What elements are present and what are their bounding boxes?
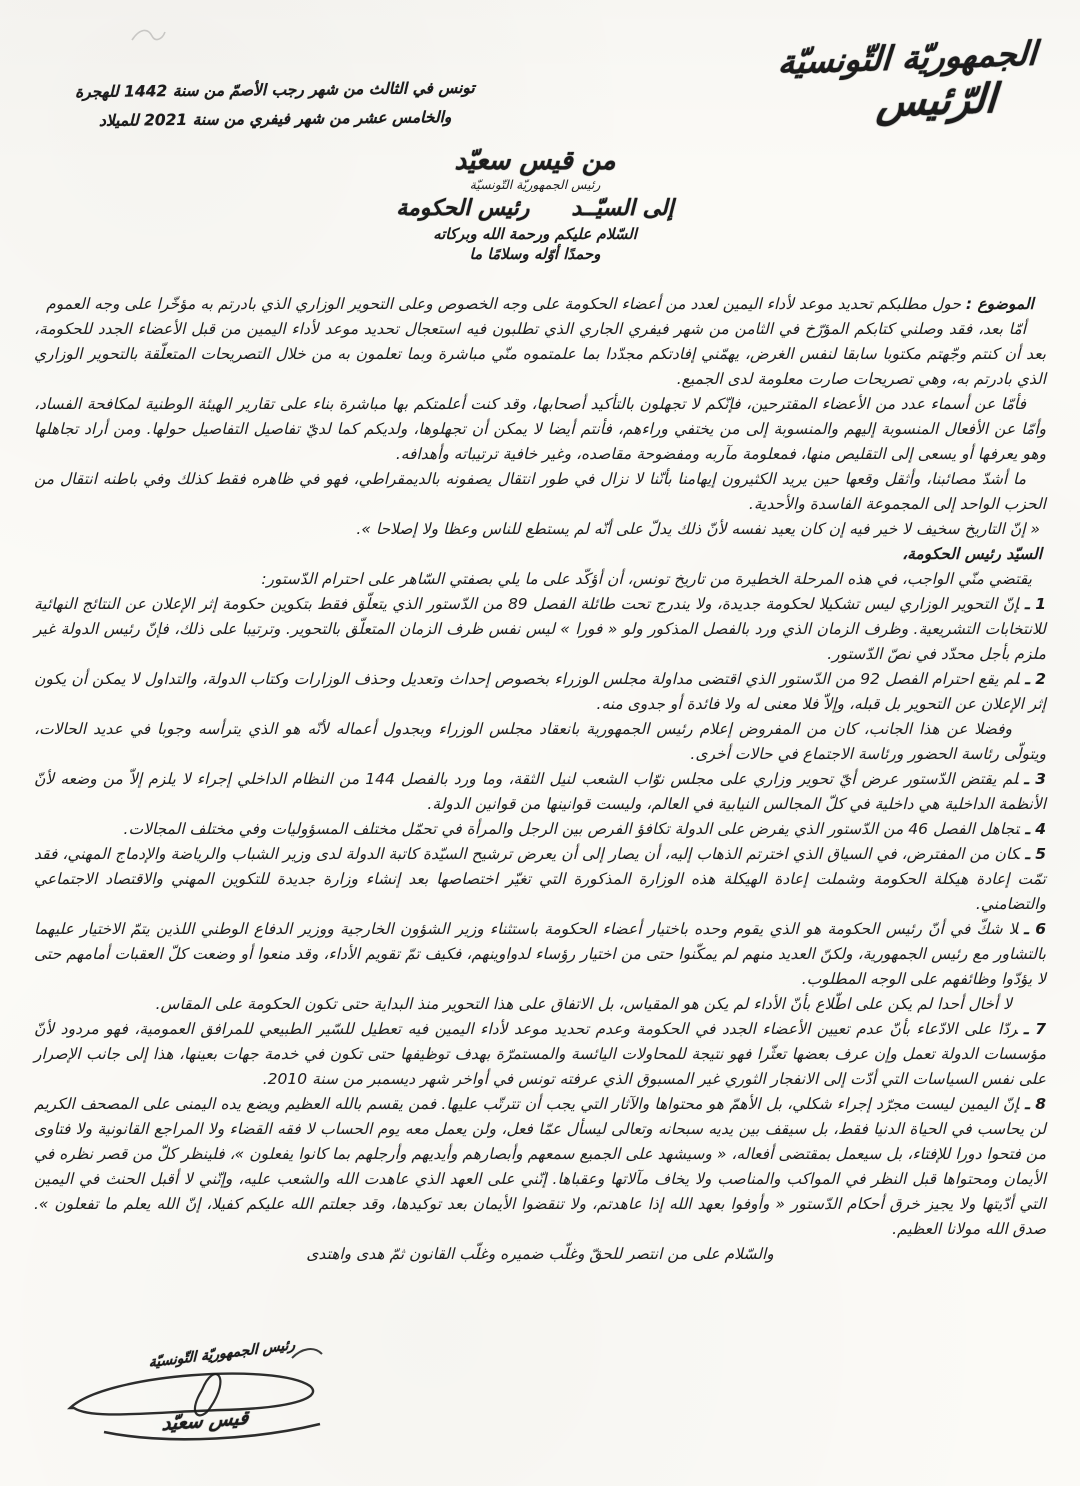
date-block	[56, 74, 495, 136]
numbered-item-7	[34, 1017, 1046, 1092]
paragraph-intro: أمّا بعد، فقد وصلني كتابكم المؤرّخ في الثامن من شهر فيفري الجاري الذي تطلبون فيه استعجال تحديد موعد لأداء اليمين من قبل الأعضاء الجدد للحكومة، بعد أن كنتم وجّهتم مكتوبا سابقا لنفس الغرض، يهمّني إفادتكم مجدّدا بما علمتموه منّي مباشرة وبما تعلمون به من خلال التصريحات المتعلّقة بالتحوير الوزاري الذي بادرتم به، وهي تصريحات صارت معلومة لدى الجميع.	[34, 320, 1046, 388]
numbered-item-4	[34, 817, 1046, 842]
item-number: 6 ـ	[1024, 920, 1047, 938]
item-number: 3 ـ	[1024, 770, 1046, 788]
item-number: 8 ـ	[1025, 1095, 1047, 1113]
numbered-item-3	[34, 767, 1046, 817]
date-hijri: تونس في الثالث من شهر رجب الأصمّ من سنة 1442 للهجرة	[74, 78, 475, 102]
signature-name: قيس سعيّد	[160, 1406, 250, 1436]
item-continuation: وفضلا عن هذا الجانب، كان من المفروض إعلام رئيس الجمهورية بانعقاد مجلس الوزراء وبجدول أعماله لأنّه هو الذي يترأسه وجوبا في عديد الحالات، ويتولّى رئاسة الحضور ورئاسة الاجتماع في حالات أخرى.	[34, 720, 1046, 763]
sender-title: رئيس الجمهوريّة التّونسيّة	[469, 177, 601, 192]
signature-block	[52, 1328, 372, 1468]
item-text: لم يقع احترام الفصل 92 من الدّستور الذي اقتضى مداولة مجلس الوزراء بخصوص إحداث وتعديل وحذف الوزارات وكتاب الدولة، والتداول لا يمكن أن يكون إثر الإعلان عن التحوير بل قبله، وإلاّ فلا معنى له ولا فائدة أو جدوى منه.	[34, 670, 1046, 713]
recipient-prefix: إلى السيّــد	[571, 196, 674, 221]
item-number: 7 ـ	[1023, 1020, 1047, 1038]
history-quote: « إنّ التاريخ سخيف لا خير فيه إن كان يعيد نفسه لأنّ ذلك يدلّ على أنّه لم يستطع للناس وعظا ولا إصلاحا ».	[356, 520, 1040, 538]
paragraph-names: فأمّا عن أسماء عدد من الأعضاء المقترحين، فإنّكم لا تجهلون بالتأكيد أصحابها، وقد كنت أعلمتكم بها مباشرة بناء على تقارير الهيئة الوطنية لمكافحة الفساد، وأمّا عن الأفعال المنسوبة إليهم والمنسوبة إلى من يختفي وراءهم، فأنتم أيضا لا يمكن أن تجهلوها، ولديكم كما لديّ تفاصيل التفاصيل حولها. ومن أراد تجاهلها وهو يعرفها أو يسعى إلى التقليص منها، فمعلومة مآربه ومفضوحة مقاصده، وغير خافية ترتيباته وأهدافه.	[34, 395, 1046, 463]
letterhead-president: الرّئيس	[875, 75, 999, 127]
recipient-title: رئيس الحكومة	[396, 196, 530, 221]
item-number: 4 ـ	[1025, 820, 1046, 838]
closing-line: والسّلام على من انتصر للحقّ وغلّب ضميره وغلّب القانون ثمّ هدى واهتدى	[306, 1245, 774, 1263]
item-number: 2 ـ	[1025, 670, 1046, 688]
greeting-line-2: وحمدًا أوّله وسلامًا ما	[469, 245, 601, 263]
sender-name: من قيس سعيّد	[454, 146, 616, 176]
recipient-line	[320, 196, 750, 221]
item-number: 1 ـ	[1024, 595, 1047, 613]
item-text: كان من المفترض، في السياق الذي اخترتم الذهاب إليه، أن يصار إلى أن يعرض ترشيح السيّدة كاتبة الدولة لدى وزير الشباب والرياضة والإدماج المهني، فقد تمّت إعادة هيكلة الحكومة وشملت إعادة الهيكلة هذه الوزارة المذكورة التي تغيّر اختصاصها بعد إنشاء وزارة جديدة للتكوين المهني والاقتصاد الاجتماعي والتضامني.	[34, 845, 1046, 913]
paragraph-transition: ما أشدّ مصائبنا، وأثقل وقعها حين يريد الكثيرون إيهامنا بأنّنا لا نزال في طور انتقال يصفونه بالديمقراطي، فهو في ظاهره فقط كذلك وفي باطنه انتقال من الحزب الواحد إلى المجموعة الفاسدة والأحدية.	[34, 470, 1046, 513]
signature-title: رئيس الجمهوريّة التّونسيّة	[148, 1336, 296, 1372]
letterhead	[778, 34, 1040, 130]
numbered-item-5	[34, 842, 1046, 917]
corner-scribble-mark	[128, 22, 168, 48]
date-gregorian: والخامس عشر من شهر فيفري من سنة 2021 للميلاد	[98, 107, 452, 130]
item-text: لم يقتض الدّستور عرض أيّ تحوير وزاري على مجلس نوّاب الشعب لنيل الثقة، وما ورد بالفصل 144 من النظام الداخلي إجراء لا يلزم إلاّ من وضعه لأنّ الأنظمة الداخلية هي داخلية في كلّ المجالس النيابية في العالم، وليست قوانينها من قوانين الدولة.	[34, 770, 1046, 813]
numbered-item-8	[34, 1092, 1046, 1242]
numbered-item-6	[34, 917, 1046, 1017]
item-text: إنّ اليمين ليست مجرّد إجراء شكلي، بل الأهمّ هو محتواها والآثار التي يجب أن تترتّب عليها. فمن يقسم بالله العظيم ويضع يده اليمنى على المصحف الكريم لن يحاسب في الحياة الدنيا فقط، بل سيقف بين يديه سبحانه وتعالى ليسأل عمّا فعل، ولن يعمل معه يوم الحساب لا فقه القضاء ولا المراجع القانونية ولا فتاوى من فتحوا دورا للإفتاء، بل سيعمل بمقتضى أفعاله، « وسيشهد على الجميع سمعهم وأبصارهم وأيديهم وأرجلهم بما كانوا يفعلون »، فلينظر كلّ من قصر نظره في الأيمان ومحتواها قبل النظر في المواكب والمناصب ولا يخاف مآلاتها وعقباها. إنّني على العهد الذي عاهدت الله والشعب عليه، وإنّني لا أقبل الحنث في اليمين التي أدّيتها ولا يجيز خرق أحكام الدّستور « وأوفوا بعهد الله إذا عاهدتم، ولا تنقضوا الأيمان بعد توكيدها، وقد جعلتم الله عليكم كفيلا، إنّ الله يعلم ما تفعلون ». صدق الله مولانا العظيم.	[34, 1095, 1046, 1238]
numbered-item-1	[34, 592, 1046, 667]
salutation-line: السيّد رئيس الحكومة،	[902, 545, 1042, 563]
subject-line	[34, 292, 1046, 317]
item-text: تجاهل الفصل 46 من الدّستور الذي يفرض على الدولة تكافؤ الفرص بين الرجل والمرأة في تحمّل مختلف المسؤوليات وفي مختلف المجالات.	[123, 820, 1020, 838]
item-number: 5 ـ	[1025, 845, 1046, 863]
item-continuation: لا أخال أحدا لم يكن على اطّلاع بأنّ الأداء لم يكن هو المقياس، بل الاتفاق على هذا التحوير منذ البداية حتى تكون الحكومة على المقاس.	[155, 995, 1012, 1013]
duty-line: يقتضي منّي الواجب، في هذه المرحلة الخطيرة من تاريخ تونس، أن أؤكّد على ما يلي بصفتي السّاهر على احترام الدّستور:	[261, 570, 1032, 588]
from-to-block	[320, 146, 750, 263]
subject-text: حول مطلبكم تحديد موعد لأداء اليمين لعدد من أعضاء الحكومة على وجه الخصوص وعلى التحوير الوزاري الذي بادرتم به مؤخّرا على وجه العموم	[46, 295, 961, 313]
subject-label: الموضوع :	[965, 295, 1034, 313]
item-text: إنّ التحوير الوزاري ليس تشكيلا لحكومة جديدة، ولا يندرج تحت طائلة الفصل 89 من الدّستور الذي يتعلّق فقط بتكوين حكومة إثر الإعلان عن النتائج النهائية للانتخابات التشريعية. وظرف الزمان الذي ورد بالفصل المذكور ولو « فورا » ليس نفس ظرف الزمان المتعلّق بالتحوير. وترتيبا على ذلك، فإنّ رئيس الدولة غير ملزم بأجل محدّد في نصّ الدّستور.	[34, 595, 1046, 663]
letter-body	[34, 292, 1046, 1267]
numbered-item-2	[34, 667, 1046, 767]
greeting-line-1: السّلام عليكم ورحمة الله وبركاته	[433, 225, 637, 243]
item-text: لا شكّ في أنّ رئيس الحكومة هو الذي يقوم وحده باختيار أعضاء الحكومة باستثناء وزير الشؤون الخارجية ووزير الدفاع الوطني اللذين يتمّ الاختيار عليهما بالتشاور مع رئيس الجمهورية، ولكنّ العديد منهم لم يمكّنوا حتى من اختيار رؤساء لدواوينهم، فكيف تمّ تقويم الأداء، وقد منعوا أو وضعت كلّ العقبات أمامهم حتى لا يؤدّوا وظائفهم على الوجه المطلوب.	[34, 920, 1046, 988]
item-text: ردّا على الادّعاء بأنّ عدم تعيين الأعضاء الجدد في الحكومة وعدم تحديد موعد لأداء اليمين فيه تعطيل للسّير الطبيعي للمرافق العمومية، فهو مردود لأنّ مؤسسات الدولة تعمل وإن عرف بعضها تعثّرا فهو نتيجة للمحاولات اليائسة والمستمرّة بهدف توظيفها حتى تكون في خدمة جهات بعينها، هذا إلى جانب الإصرار على نفس السياسات التي أدّت إلى الانفجار الثوري غير المسبوق الذي عرفته تونس في أواخر شهر ديسمبر من سنة 2010.	[34, 1020, 1046, 1088]
letterhead-republic: الجمهوريّة التّونسيّة	[777, 33, 1039, 82]
